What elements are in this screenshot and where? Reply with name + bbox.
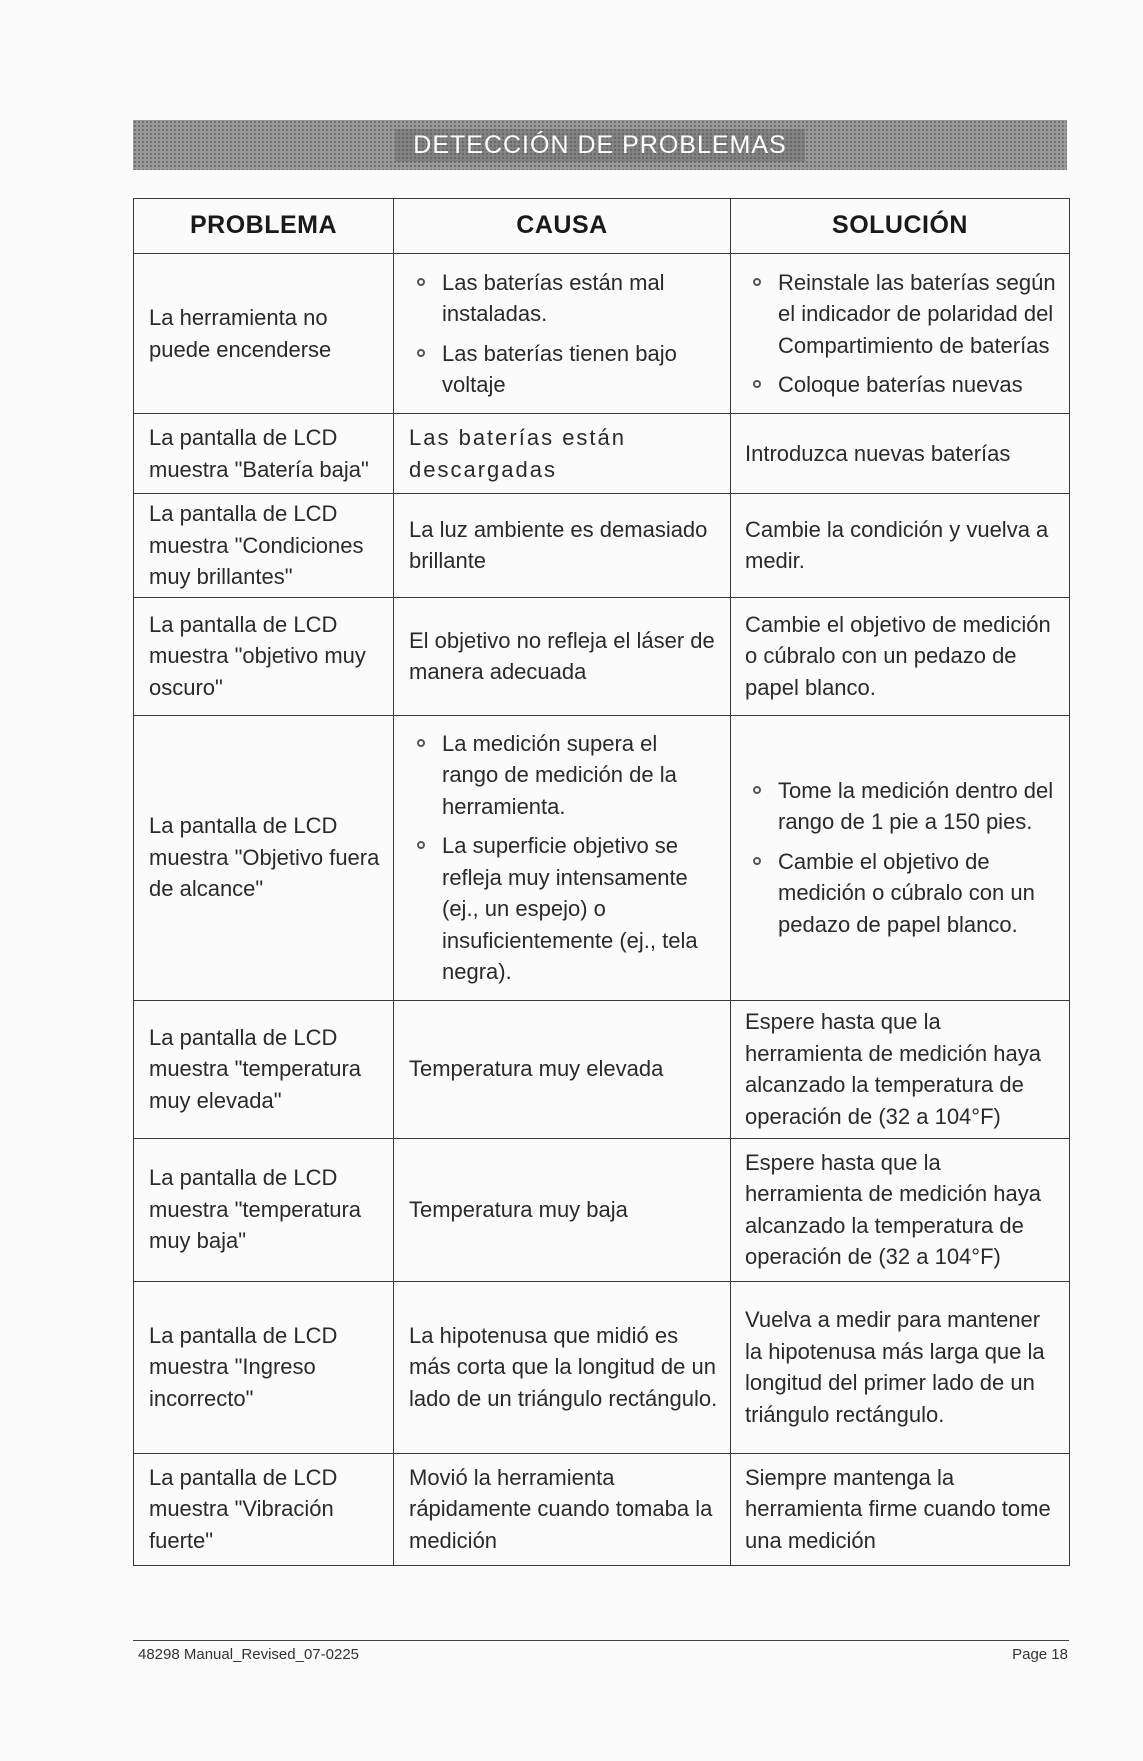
footer-divider xyxy=(133,1640,1069,1641)
cause-cell xyxy=(394,715,731,1000)
table-row xyxy=(134,597,1070,715)
cause-list xyxy=(409,728,718,988)
cause-list xyxy=(409,267,718,401)
troubleshooting-table xyxy=(133,198,1070,1566)
table-row xyxy=(134,494,1070,598)
cause-text: Las baterías tienen bajo voltaje xyxy=(442,340,677,397)
cause-text: Las baterías están mal instaladas. xyxy=(442,269,665,326)
solution-cell: Cambie la condición y vuelva a medir. xyxy=(731,494,1070,598)
table-row xyxy=(134,414,1070,494)
problem-cell: La pantalla de LCD muestra "Condiciones muy brillantes" xyxy=(134,494,394,598)
solution-cell: Cambie el objetivo de medición o cúbralo con un pedazo de papel blanco. xyxy=(731,597,1070,715)
solution-cell xyxy=(731,715,1070,1000)
cause-item xyxy=(409,728,718,823)
solution-text: Coloque baterías nuevas xyxy=(778,372,1023,397)
header-problem: PROBLEMA xyxy=(134,199,394,254)
bullet-icon xyxy=(753,278,761,286)
table-row xyxy=(134,1000,1070,1138)
footer-document-id: 48298 Manual_Revised_07-0225 xyxy=(138,1646,360,1663)
cause-text: La superficie objetivo se refleja muy intensamente (ej., un espejo) o insuficientemente (ej., tela negra). xyxy=(442,833,698,984)
cause-cell: Temperatura muy elevada xyxy=(394,1000,731,1138)
cause-text: La medición supera el rango de medición de la herramienta. xyxy=(442,730,677,819)
bullet-icon xyxy=(417,739,425,747)
banner-title: DETECCIÓN DE PROBLEMAS xyxy=(395,129,804,162)
table-row xyxy=(134,254,1070,414)
section-banner xyxy=(133,120,1067,170)
solution-cell: Espere hasta que la herramienta de medición haya alcanzado la temperatura de operación de (32 a 104°F) xyxy=(731,1000,1070,1138)
problem-cell: La pantalla de LCD muestra "objetivo muy oscuro" xyxy=(134,597,394,715)
solution-cell: Introduzca nuevas baterías xyxy=(731,414,1070,494)
solution-cell: Siempre mantenga la herramienta firme cuando tome una medición xyxy=(731,1453,1070,1565)
solution-text: Tome la medición dentro del rango de 1 pie a 150 pies. xyxy=(778,777,1054,835)
problem-cell: La pantalla de LCD muestra "temperatura muy elevada" xyxy=(134,1000,394,1138)
header-cause: CAUSA xyxy=(394,199,731,254)
solution-item xyxy=(745,369,1059,401)
table-row xyxy=(134,1453,1070,1565)
solution-item xyxy=(745,846,1059,941)
cause-item xyxy=(409,338,718,401)
solution-text: Cambie el objetivo de medición o cúbralo con un pedazo de papel blanco. xyxy=(778,848,1035,937)
table-row xyxy=(134,715,1070,1000)
solution-list xyxy=(745,267,1059,401)
cause-cell: Las baterías están descargadas xyxy=(394,414,731,494)
solution-item xyxy=(745,267,1059,362)
troubleshooting-table-wrapper xyxy=(133,198,1069,1566)
bullet-icon xyxy=(417,278,425,286)
solution-text: Reinstale las baterías según el indicador de polaridad del Compartimiento de baterías xyxy=(778,269,1056,358)
cause-cell xyxy=(394,254,731,414)
problem-cell: La pantalla de LCD muestra "temperatura muy baja" xyxy=(134,1138,394,1281)
cause-cell: La hipotenusa que midió es más corta que la longitud de un lado de un triángulo rectángulo. xyxy=(394,1281,731,1453)
table-header-row xyxy=(134,199,1070,254)
cause-cell: El objetivo no refleja el láser de manera adecuada xyxy=(394,597,731,715)
cause-item xyxy=(409,267,718,330)
cause-item xyxy=(409,830,718,988)
problem-cell: La pantalla de LCD muestra "Batería baja" xyxy=(134,414,394,494)
cause-cell: Temperatura muy baja xyxy=(394,1138,731,1281)
bullet-icon xyxy=(753,857,761,865)
solution-item xyxy=(745,775,1059,838)
table-row xyxy=(134,1281,1070,1453)
problem-cell: La pantalla de LCD muestra "Vibración fuerte" xyxy=(134,1453,394,1565)
bullet-icon xyxy=(753,786,761,794)
solution-cell: Espere hasta que la herramienta de medición haya alcanzado la temperatura de operación de (32 a 104°F) xyxy=(731,1138,1070,1281)
cause-cell: La luz ambiente es demasiado brillante xyxy=(394,494,731,598)
bullet-icon xyxy=(417,349,425,357)
problem-cell: La pantalla de LCD muestra "Ingreso incorrecto" xyxy=(134,1281,394,1453)
solution-list xyxy=(745,775,1059,941)
bullet-icon xyxy=(753,380,761,388)
problem-cell: La herramienta no puede encenderse xyxy=(134,254,394,414)
solution-cell: Vuelva a medir para mantener la hipotenusa más larga que la longitud del primer lado de un triángulo rectángulo. xyxy=(731,1281,1070,1453)
cause-cell: Movió la herramienta rápidamente cuando tomaba la medición xyxy=(394,1453,731,1565)
header-solution: SOLUCIÓN xyxy=(731,199,1070,254)
solution-cell xyxy=(731,254,1070,414)
problem-cell: La pantalla de LCD muestra "Objetivo fuera de alcance" xyxy=(134,715,394,1000)
bullet-icon xyxy=(417,841,425,849)
table-row xyxy=(134,1138,1070,1281)
footer-page-number: Page 18 xyxy=(1012,1646,1068,1663)
